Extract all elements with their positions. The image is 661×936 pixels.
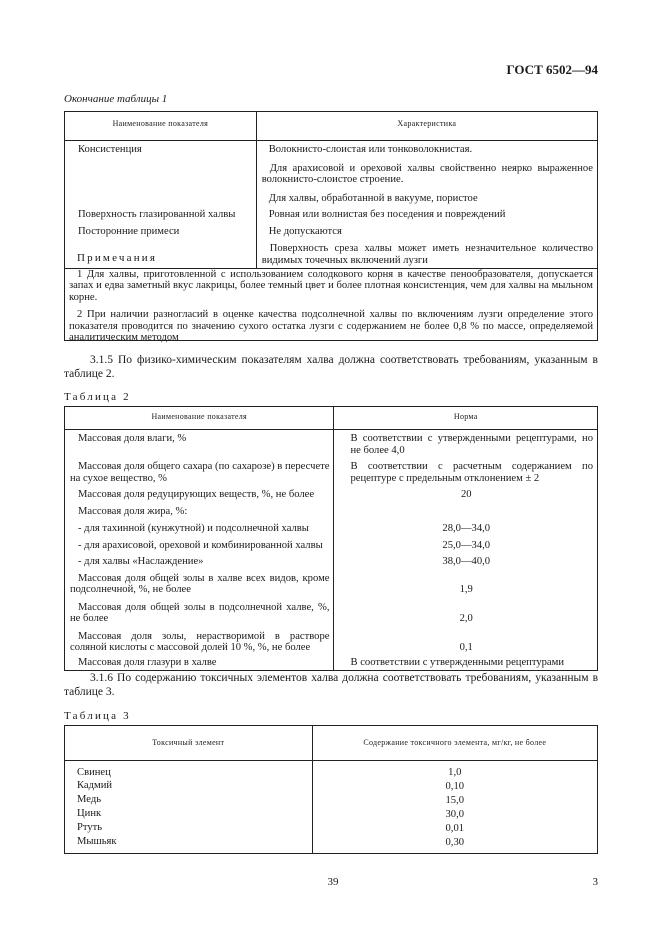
table-row: - для тахинной (кунжутной) и подсолнечной халвы 28,0—34,0 <box>65 518 598 536</box>
table-row: Мышьяк 0,30 <box>65 836 598 854</box>
table-row: Массовая доля глазури в халве В соответствии с утвержденными рецептурами <box>65 655 598 671</box>
table-row: Для арахисовой и ореховой халвы свойственно неярко выраженное волокнисто-слоистое строение. <box>65 157 598 187</box>
table-row: Свинец 1,0 <box>65 761 598 781</box>
table2-header-value: Норма <box>334 407 598 430</box>
table-row: Массовая доля общей золы в халве всех видов, кроме подсолнечной, %, не более 1,9 <box>65 569 598 597</box>
table-row: Кадмий 0,10 <box>65 780 598 794</box>
table-row: Консистенция Волокнисто-слоистая или тонковолокнистая. <box>65 141 598 157</box>
table-row: - для арахисовой, ореховой и комбинированной халвы 25,0—34,0 <box>65 536 598 553</box>
table-row: Цинк 30,0 <box>65 808 598 822</box>
table-row: Массовая доля золы, нерастворимой в растворе соляной кислоты с массовой долей 10 %, %, не более 0,1 <box>65 626 598 655</box>
table2 <box>64 406 598 671</box>
table1-header-name: Наименование показателя <box>65 112 257 141</box>
table3-header-name: Токсичный элемент <box>65 726 313 761</box>
table3 <box>64 725 598 854</box>
paragraph-3-1-5: 3.1.5 По физико-химическим показателям халва должна соответствовать требованиям, указанным в таблице 2. <box>64 354 598 380</box>
table1-header-value: Характеристика <box>256 112 597 141</box>
paragraph-3-1-6: 3.1.6 По содержанию токсичных элементов халва должна соответствовать требованиям, указанным в таблице 3. <box>64 672 598 698</box>
notes-title: Примечания <box>77 252 158 264</box>
note-2: 2 При наличии разногласий в оценке качества подсолнечной халвы по включениям лузги определение этого показателя проводится по значению сухого остатка лузги с содержанием не более 0,8 % по массе, определяемой аналитическим методом <box>69 309 593 343</box>
table-row: Массовая доля жира, %: <box>65 502 598 519</box>
table1 <box>64 111 598 269</box>
table-row: Массовая доля редуцирующих веществ, %, не более 20 <box>65 485 598 502</box>
table2-caption: Таблица 2 <box>64 391 131 403</box>
table-row: - для халвы «Наслаждение» 38,0—40,0 <box>65 552 598 569</box>
table-row: Массовая доля общей золы в подсолнечной халве, %, не более 2,0 <box>65 597 598 626</box>
page-number: 39 <box>327 876 339 888</box>
table2-header-name: Наименование показателя <box>65 407 334 430</box>
table-row: Ртуть 0,01 <box>65 822 598 836</box>
table1-notes <box>64 249 598 341</box>
table-row: Массовая доля влаги, % В соответствии с утвержденными рецептурами, но не более 4,0 <box>65 430 598 458</box>
table3-header-value: Содержание токсичного элемента, мг/кг, не более <box>312 726 597 761</box>
table1-caption: Окончание таблицы 1 <box>64 93 168 105</box>
table-row: Поверхность глазированной халвы Ровная или волнистая без поседения и повреждений <box>65 205 598 222</box>
sheet-number: 3 <box>592 876 598 888</box>
table-row: Посторонние примеси Не допускаются <box>65 222 598 239</box>
table-row: Массовая доля общего сахара (по сахарозе) в пересчете на сухое вещество, % В соответствии с расчетным содержанием по рецептуре с предельным отклонением ± 2 <box>65 457 598 485</box>
standard-code: ГОСТ 6502—94 <box>506 62 598 77</box>
table-row: Поверхность среза халвы может иметь незначительное количество видимых точечных включений лузги <box>65 238 598 269</box>
table-row: Для халвы, обработанной в вакууме, пористое <box>65 187 598 206</box>
note-1: 1 Для халвы, приготовленной с использованием солодкового корня в качестве пенообразователя, допускается запах и едва заметный вкус лакрицы, более темный цвет и более плотная консистенция, чем для халвы на мыльном корне. <box>69 268 593 303</box>
table-row: Медь 15,0 <box>65 794 598 808</box>
table3-caption: Таблица 3 <box>64 710 131 722</box>
